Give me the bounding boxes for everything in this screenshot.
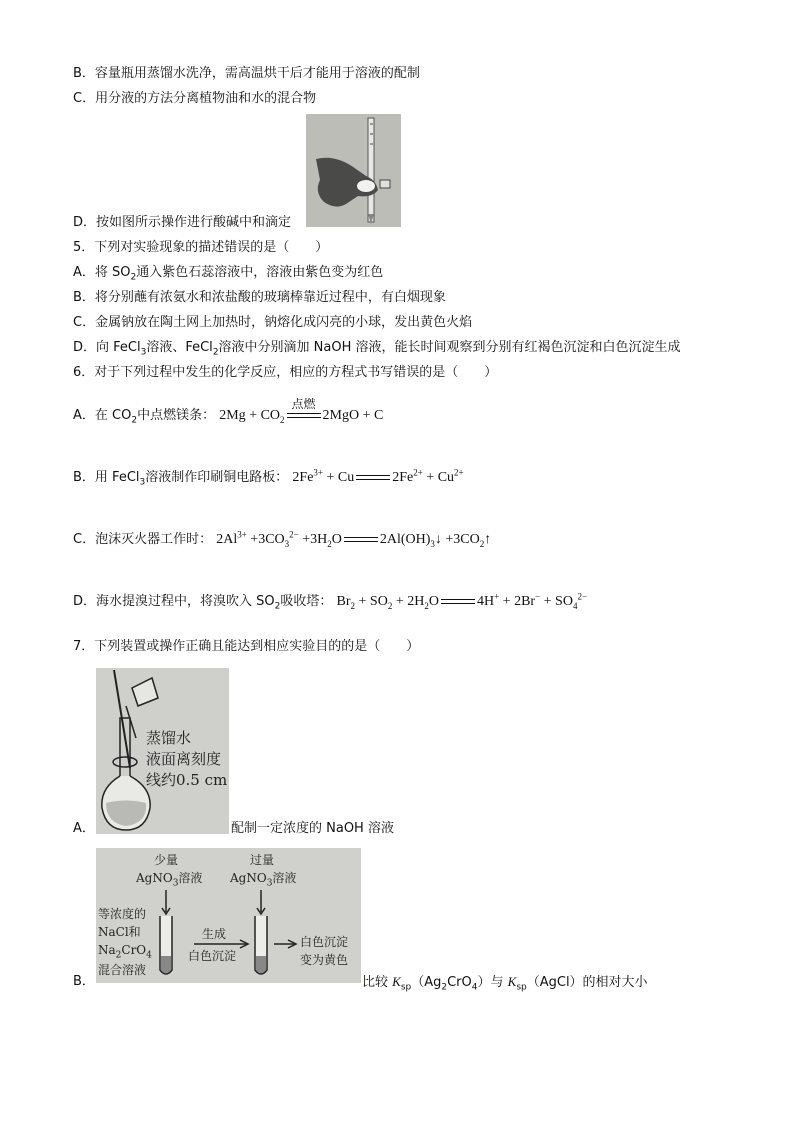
q7-option-a-text: 配制一定浓度的 NaOH 溶液: [231, 821, 394, 836]
label-na2cro4: $Na_2CrO_4$: [98, 943, 152, 961]
q7-option-b-label: B．: [73, 974, 95, 989]
label-mixed-solution: 混合溶液: [98, 963, 147, 977]
label-small-amount: 少量: [154, 853, 179, 867]
reaction-condition: 点燃: [291, 396, 316, 411]
equation-d: $Br_2 + SO_2 + 2H_2O$ $4H^+ + 2Br^- + SO_4^{2-}$: [336, 591, 588, 611]
equation-b: $2Fe^{3+} + Cu$ $2Fe^{2+} + Cu^{2+}$: [292, 467, 464, 485]
label-turn-yellow: 变为黄色: [300, 953, 349, 967]
label-agno3-1: AgNO$_3$溶液: [136, 871, 203, 889]
q6-stem: 6．对于下列过程中发生的化学反应，相应的方程式书写错误的是（ ）: [73, 365, 498, 380]
q5-option-c: C．金属钠放在陶土网上加热时，钠熔化成闪亮的小球，发出黄色火焰: [73, 315, 473, 330]
q7-option-a-label: A．: [73, 821, 95, 836]
q4-option-c: C．用分液的方法分离植物油和水的混合物: [73, 91, 317, 106]
label-excess: 过量: [250, 853, 275, 867]
q6-option-a: A．在 $CO_2$中点燃镁条： $2Mg + CO_2$ 点燃 2MgO + C: [73, 396, 384, 426]
label-agno3-2: AgNO$_3$溶液: [230, 871, 297, 889]
q7-stem: 7．下列装置或操作正确且能达到相应实验目的的是（ ）: [73, 639, 420, 654]
q5-option-d: D．向 FeCl$_3$溶液、FeCl$_2$溶液中分别滴加 NaOH 溶液，能长时间观察到分别有红褐色沉淀和白色沉淀生成: [73, 340, 681, 358]
label-white-ppt: 白色沉淀: [188, 949, 237, 963]
q6-option-b: B．用 FeCl$_3$溶液制作印刷铜电路板： $2Fe^{3+} + Cu$ $2Fe^{2+} + Cu^{2+}$: [73, 467, 464, 488]
hand-burette-image: [306, 114, 401, 227]
q7-option-b-text: 比较 $K_{sp}(Ag_2CrO_4)$与 $K_{sp}(AgCl)$的相对大小: [362, 974, 648, 993]
titration-photo: [306, 114, 401, 227]
test-tube-figure: [96, 848, 361, 983]
label-distilled-water: 蒸馏水: [146, 729, 192, 747]
equation-c: $2Al^{3+} +3CO_3^{2-} +3H_2O$ $2Al(OH)_3↓$ $+3CO_2↑$: [216, 529, 492, 549]
q4-option-b: B．容量瓶用蒸馏水洗净，需高温烘干后才能用于溶液的配制: [73, 66, 420, 81]
q6-option-d: D．海水提溴过程中，将溴吹入 $SO_2$吸收塔： $Br_2 + SO_2 + 2H_2O$ $4H^+ + 2Br^- + SO_4^{2-}$: [73, 591, 588, 612]
label-form: 生成: [202, 927, 227, 941]
label-scale-distance: 线约0.5 cm: [146, 771, 228, 789]
q5-stem: 5．下列对实验现象的描述错误的是（ ）: [73, 240, 329, 255]
volumetric-flask-figure: [96, 668, 229, 834]
q5-option-b: B．将分别蘸有浓氨水和浓盐酸的玻璃棒靠近过程中，有白烟现象: [73, 290, 446, 305]
q6-option-c: C．泡沫灭火器工作时： $2Al^{3+} +3CO_3^{2-} +3H_2O$ $2Al(OH)_3↓$ $+3CO_2↑$: [73, 529, 492, 549]
q5-option-a: A．将 $SO_2$通入紫色石蕊溶液中，溶液由紫色变为红色: [73, 265, 384, 283]
equation-a: $2Mg + CO_2$ 点燃 2MgO + C: [219, 396, 384, 425]
q4-option-d: D．按如图所示操作进行酸碱中和滴定: [73, 215, 292, 230]
label-equal-conc: 等浓度的: [98, 907, 147, 921]
label-white-ppt-2: 白色沉淀: [300, 935, 349, 949]
label-nacl: NaCl和: [98, 925, 141, 939]
label-liquid-level: 液面离刻度: [146, 750, 222, 768]
